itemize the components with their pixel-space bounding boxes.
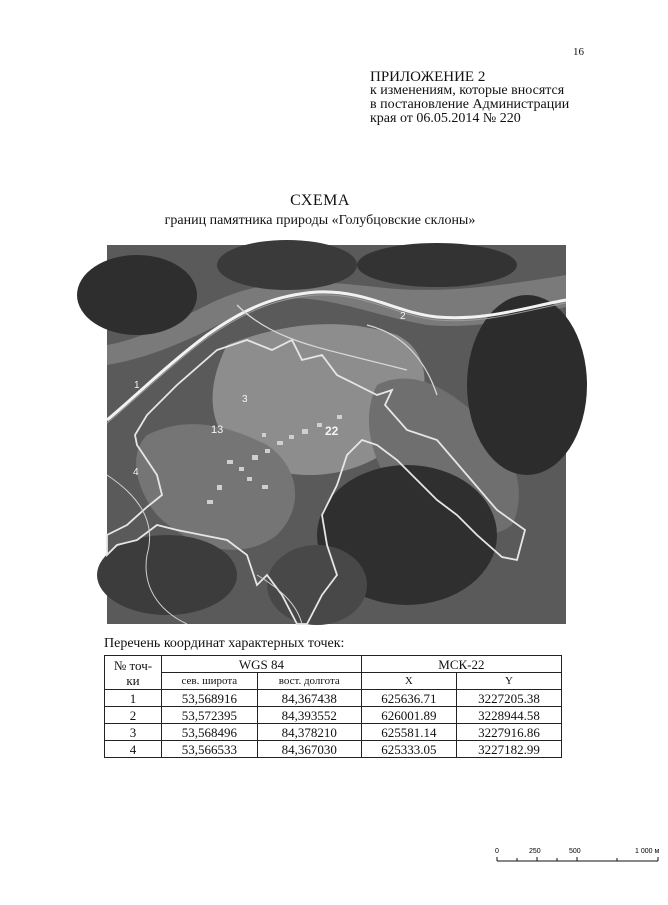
appendix-line-2: в постановление Администрации [370, 97, 570, 112]
forest-south-center [267, 545, 367, 625]
appendix-header [370, 70, 569, 126]
point-label-2: 2 [400, 311, 406, 322]
cell-lat: 53,568496 [162, 724, 258, 741]
cell-lat: 53,566533 [162, 741, 258, 758]
scale-tick-1000: 1 000 м [635, 848, 660, 855]
scale-tick-250: 250 [529, 848, 541, 855]
forest-north [217, 240, 357, 290]
document-subtitle: границ памятника природы «Голубцовские склоны» [164, 213, 476, 228]
point-label-3: 3 [242, 394, 248, 405]
point-label-4: 4 [133, 467, 139, 478]
col-group-wgs84: WGS 84 [162, 656, 362, 673]
col-x: X [361, 673, 456, 690]
cell-point: 2 [105, 707, 162, 724]
cell-x: 625333.05 [361, 741, 456, 758]
table-row [105, 707, 562, 724]
scale-graphic [493, 842, 668, 865]
document-title: СХЕМА [290, 192, 350, 209]
forest-nw [77, 255, 197, 335]
cell-point: 4 [105, 741, 162, 758]
appendix-title: ПРИЛОЖЕНИЕ 2 [370, 69, 486, 85]
cell-y: 3227916.86 [456, 724, 561, 741]
cell-lat: 53,568916 [162, 690, 258, 707]
point-label-1: 1 [134, 380, 140, 391]
cell-y: 3227205.38 [456, 690, 561, 707]
col-point-number: № точ-ки [105, 656, 162, 690]
cell-x: 625581.14 [361, 724, 456, 741]
cell-lon: 84,393552 [257, 707, 361, 724]
col-y: Y [456, 673, 561, 690]
appendix-line-1: к изменениям, которые вносятся [370, 83, 565, 98]
table-row [105, 741, 562, 758]
col-longitude: вост. долгота [257, 673, 361, 690]
cell-lat: 53,572395 [162, 707, 258, 724]
cell-y: 3227182.99 [456, 741, 561, 758]
cell-point: 1 [105, 690, 162, 707]
col-latitude: сев. широта [162, 673, 258, 690]
region-label-22: 22 [325, 424, 339, 438]
appendix-line-3: края от 06.05.2014 № 220 [370, 111, 521, 126]
coordinates-table [104, 655, 562, 758]
document-heading [0, 192, 640, 229]
forest-sw [97, 535, 237, 615]
table-row [105, 690, 562, 707]
cell-point: 3 [105, 724, 162, 741]
coordinates-caption: Перечень координат характерных точек: [104, 636, 345, 651]
page-number: 16 [573, 46, 584, 58]
cell-lon: 84,378210 [257, 724, 361, 741]
forest-ne [357, 243, 517, 287]
table-row [105, 724, 562, 741]
region-label-13: 13 [211, 424, 224, 436]
col-group-msk22: МСК-22 [361, 656, 561, 673]
forest-east [467, 295, 587, 475]
scale-tick-500: 500 [569, 848, 581, 855]
scale-tick-0: 0 [495, 848, 499, 855]
cell-lon: 84,367438 [257, 690, 361, 707]
map-scale-bar [493, 842, 668, 865]
cell-y: 3228944.58 [456, 707, 561, 724]
cell-x: 626001.89 [361, 707, 456, 724]
cell-lon: 84,367030 [257, 741, 361, 758]
cell-x: 625636.71 [361, 690, 456, 707]
map-image [107, 245, 566, 624]
